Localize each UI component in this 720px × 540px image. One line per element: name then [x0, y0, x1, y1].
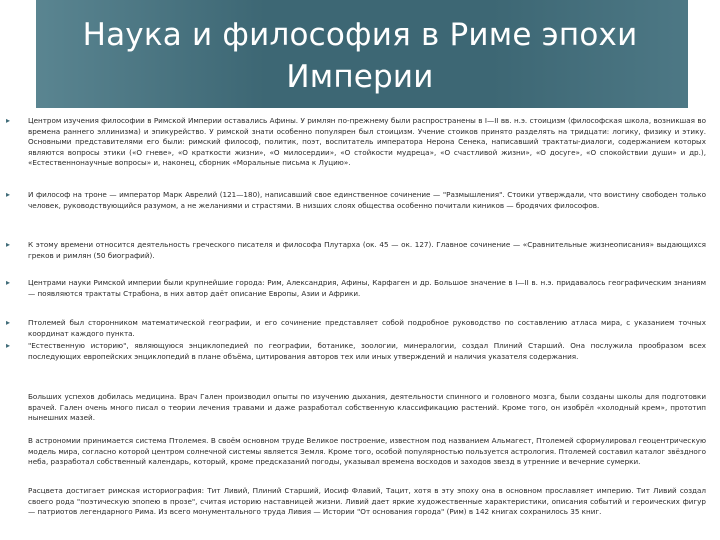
triangle-right-icon: ▸ — [6, 341, 11, 350]
triangle-right-icon: ▸ — [6, 116, 11, 125]
paragraph: В астрономии принимается система Птолемея. В своём основном труде Великое построение, известном под названием Альмагест, Птолемей сформулировал геоцентрическую модель мира, согласно которой центром солнечной системы является Земля. Кроме того, особой популярностью пользуется астрология. Птолемей составил каталог звёздного неба, разработал собственный календарь, который, кроме предсказаний погоды, указывал времена восходов и заходов звезд в утренние и вечерние сумерки. — [28, 436, 706, 466]
triangle-right-icon: ▸ — [6, 278, 11, 287]
triangle-right-icon: ▸ — [6, 240, 11, 249]
header-margin-right — [688, 0, 720, 108]
paragraph: Расцвета достигает римская историография: Тит Ливий, Плиний Старший, Иосиф Флавий, Тацит, хотя в эту эпоху она в основном прославляет империю. Тит Ливий создал своего рода "поэтическую эпопею в прозе", считая историю наставницей жизни. Ливий дает яркие художественные характеристики, описания событий и героических фигур — патриотов легендарного Рима. Из всего монументального труда Ливия — Истории "От основания города" (Рим) в 142 книгах сохранилось 35 книг. — [28, 486, 706, 516]
paragraph: Больших успехов добилась медицина. Врач Гален производил опыты по изучению дыхания, деятельности спинного и головного мозга, были созданы школы для подготовки врачей. Гален очень много писал о теории лечения травами и даже разработал собственную классификацию растений. Кроме того, он изобрёл «холодный крем», прототип нынешних мазей. — [28, 392, 706, 422]
slide-content — [0, 110, 720, 540]
bullet-text: Птолемей был сторонником математической географии, и его сочинение представляет собой подробное руководство по составлению атласа мира, с указанием точных координат каждого пункта. — [28, 318, 706, 338]
triangle-right-icon: ▸ — [6, 190, 11, 199]
bullet-text: К этому времени относится деятельность греческого писателя и философа Плутарха (ок. 45 — ок. 127). Главное сочинение — «Сравнительные жизнеописания» выдающихся греков и римлян (50 биографий). — [28, 240, 706, 260]
slide-title: Наука и философия в Риме эпохи Империи — [82, 17, 638, 95]
bullet-text: "Естественную историю", являющуюся энциклопедией по географии, ботанике, зоологии, минералогии, создал Плиний Старший. Она послужила прообразом всех последующих европейских энциклопедий в плане объёма, цитирования авторов тех или иных утверждений и наличия указателя содержания. — [28, 341, 706, 361]
header-margin-left — [0, 0, 36, 108]
bullet-text: И философ на троне — император Марк Аврелий (121—180), написавший свое единственное сочинение — "Размышления". Стоики утверждали, что воистину свободен только человек, руководствующийся разумом, а не желаниями и страстями. В низших слоях общества особенно почитали киников — бродячих философов. — [28, 190, 706, 210]
triangle-right-icon: ▸ — [6, 318, 11, 327]
bullet-text: Центром изучения философии в Римской Империи оставались Афины. У римлян по-прежнему были распространены в I—II вв. н.э. стоицизм (философская школа, возникшая во времена раннего эллинизма) и эпикурейство. У римской знати особенно популярен был стоицизм. Учение стоиков принято разделять на тридцати: логику, физику и этику. Основными представителями его были: римский философ, политик, поэт, воспитатель императора Нерона Сенека, написавший трактаты-диалоги, содержанием которых являются вопросы этики («О гневе», «О краткости жизни», «О милосердии», «О стойкости мудреца», «О счастливой жизни», «О досуге», «О спокойствии души» и др.), «Естественнонаучные вопросы» и, наконец, сборник «Моральные письма к Луцию». — [28, 116, 706, 167]
bullet-text: Центрами науки Римской империи были крупнейшие города: Рим, Александрия, Афины, Карфаген и др. Большое значение в I—II в. н.э. придавалось географическим знаниям — появляются трактаты Страбона, в них автор даёт описание Европы, Азии и Африки. — [28, 278, 706, 298]
